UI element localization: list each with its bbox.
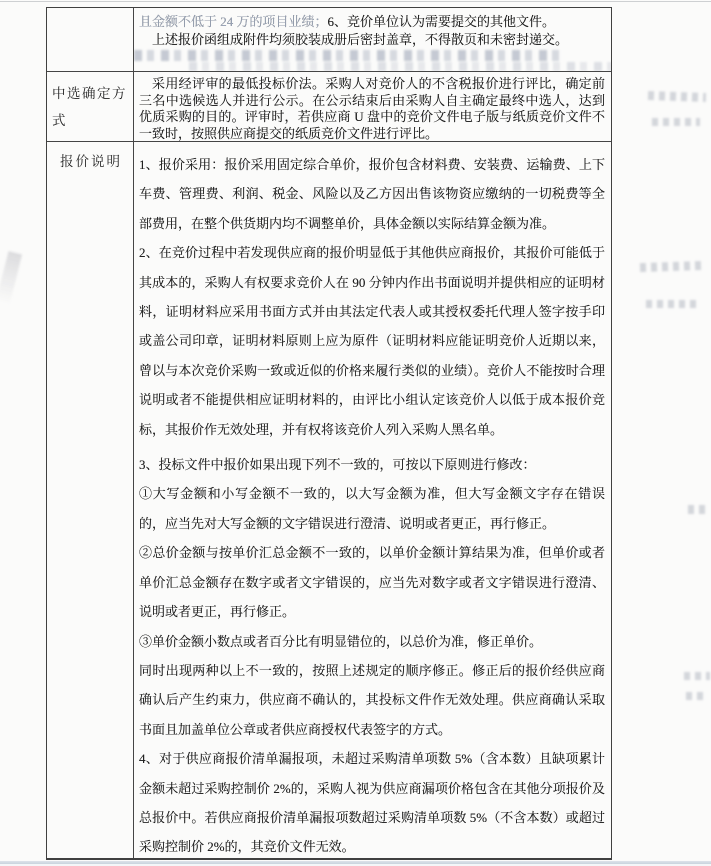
row1-item6-text: 6、竞价单位认为需要提交的其他文件。 bbox=[327, 14, 556, 29]
bleedthrough-artifact bbox=[686, 692, 708, 700]
row1-line1 bbox=[139, 13, 605, 31]
bleedthrough-artifact bbox=[688, 505, 708, 514]
selection-method-label: 中选确定方式 bbox=[52, 86, 127, 128]
quotation-paragraph-5: ②总价金额与按单价汇总金额不一致的，以单价金额计算结果为准，但单价或者单价汇总金额存在数字或者文字错误的，应当先对数字或者文字错误进行澄清、说明或者更正，再行修正。 bbox=[139, 545, 605, 620]
bidding-terms-table bbox=[46, 7, 612, 860]
selection-method-text: 采用经评审的最低投标价法。采购人对竞价人的不含税报价进行评比，确定前三名中选候选人并进行公示。在公示结束后由采购人自主确定最终中选人，达到优质采购的目的。评审时，若供应商 U 盘中的竞价文件电子版与纸质竞价文件不一致时，按照供应商提交的纸质竞价文件进行评比。 bbox=[139, 76, 605, 141]
bleedthrough-artifact bbox=[648, 91, 706, 102]
row3-label-cell bbox=[47, 141, 134, 858]
row1-content-cell bbox=[134, 8, 611, 71]
bleedthrough-artifact bbox=[134, 50, 562, 61]
row1-faded-continuation-text: 且金额不低于 24 万的项目业绩； bbox=[139, 14, 328, 29]
row1-label-cell-empty bbox=[47, 8, 134, 71]
bleedthrough-artifact bbox=[646, 300, 701, 308]
bleedthrough-artifact bbox=[189, 62, 611, 71]
quotation-paragraph-7: 同时出现两种以上不一致的，按照上述规定的顺序修正。修正后的报价经供应商确认后产生约束力，供应商不确认的，其投标文件作无效处理。供应商确认采取书面且加盖单位公章或者供应商授权代表签字的方式。 bbox=[139, 662, 605, 737]
quotation-paragraph-1: 1、报价采用：报价采用固定综合单价，报价包含材料费、安装费、运输费、上下车费、管理费、利润、税金、风险以及乙方因出售该物资应缴纳的一切税费等全部费用，在整个供货期内均不调整单价，具体金额以实际结算金额为准。 bbox=[139, 157, 605, 231]
quotation-paragraph-4: ①大写金额和小写金额不一致的，以大写金额为准，但大写金额文字存在错误的，应当先对大写金额的文字错误进行澄清、说明或者更正，再行修正。 bbox=[139, 486, 605, 531]
quotation-paragraph-2: 2、在竞价过程中若发现供应商的报价明显低于其他供应商报价，其报价可能低于其成本的，采购人有权要求竞价人在 90 分钟内作出书面说明并提供相应的证明材料，证明材料应采用书面方式并由其法定代表人或其授权委托代理人签字按手印或盖公司印章，证明材料原则上应为原件（证明材料应能证明竞价人近期以来，曾以与本次竞价采购一致或近似的价格来履行类似的业绩）。竞价人不能按时合理说明或者不能提供相应证明材料的，由评比小组认定该竞价人以低于成本报价竞标，其报价作无效处理，并有权将该竞价人列入采购人黑名单。 bbox=[139, 245, 605, 437]
page-top-edge-line bbox=[0, 1, 711, 2]
row2-content-cell bbox=[134, 71, 611, 141]
bleedthrough-artifact bbox=[640, 261, 704, 272]
quotation-paragraph-3: 3、投标文件中报价如果出现下列不一致的，可按以下原则进行修改： bbox=[139, 457, 536, 473]
bleedthrough-artifact bbox=[684, 672, 710, 680]
row2-label-cell bbox=[47, 71, 134, 141]
bleedthrough-artifact bbox=[0, 251, 22, 305]
bleedthrough-artifact bbox=[652, 118, 700, 126]
quotation-notes-label: 报价说明 bbox=[60, 154, 122, 169]
row3-content-cell bbox=[134, 141, 611, 858]
quotation-paragraph-8: 4、对于供应商报价清单漏报项，未超过采购清单项数 5%（含本数）且缺项累计金额未超过采购控制价 2%的，采购人视为供应商漏项价格包含在其他分项报价及总报价中。若供应商报价清单漏报项数超过采购清单项数 5%（不含本数）或超过采购控制价 2%的，其竞价文件无效。 bbox=[139, 751, 605, 855]
row1-binding-requirement-text: 上述报价函组成附件均须胶装成册后密封盖章，不得散页和未密封递交。 bbox=[152, 32, 569, 47]
quotation-paragraph-6: ③单价金额小数点或者百分比有明显错位的，以总价为准，修正单价。 bbox=[139, 633, 543, 649]
